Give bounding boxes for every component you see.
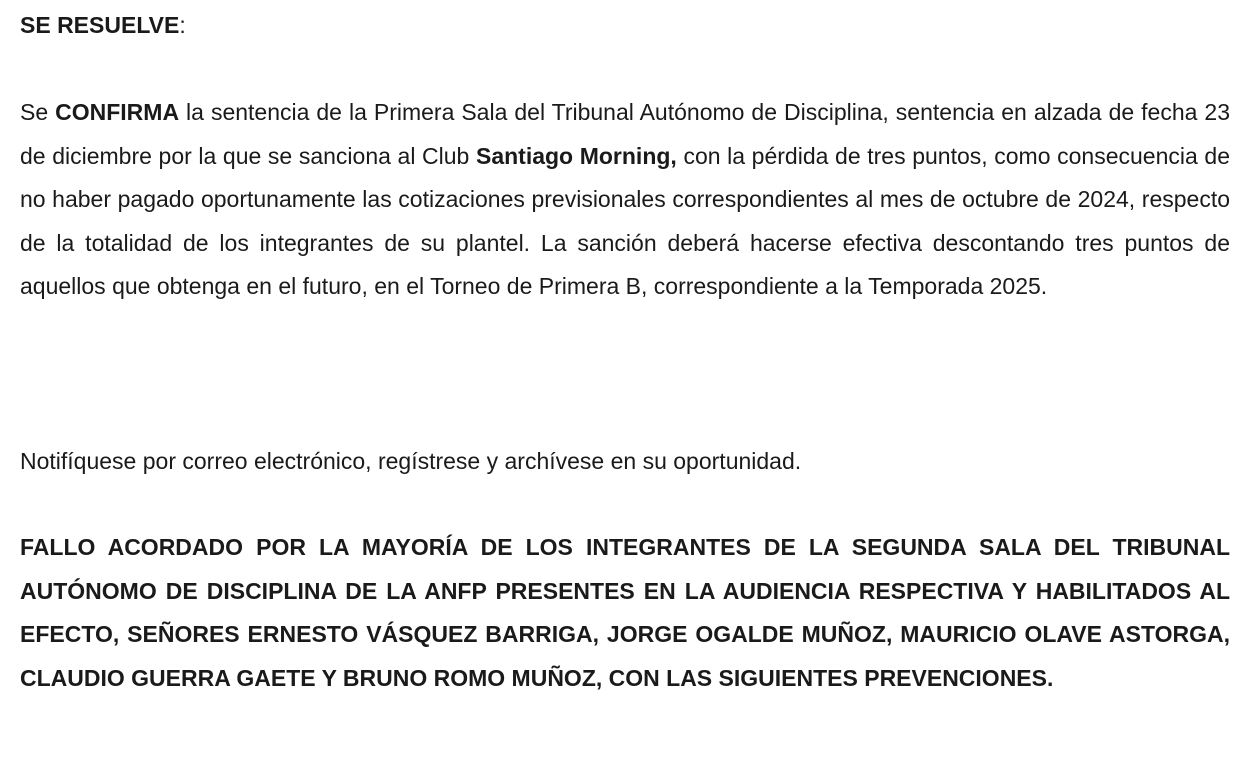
resolution-text-1: Se	[20, 99, 56, 125]
heading-colon: :	[179, 12, 186, 38]
resolution-text-2: la sentencia de la Primera Sala del Tribunal Autónomo de Disciplina, sentencia en alzada de fecha 23 de diciembre por la que se sanciona al Club	[20, 99, 1230, 169]
ruling-paragraph: FALLO ACORDADO POR LA MAYORÍA DE LOS INTEGRANTES DE LA SEGUNDA SALA DEL TRIBUNAL AUTÓNOMO DE DISCIPLINA DE LA ANFP PRESENTES EN LA AUDIENCIA RESPECTIVA Y HABILITADOS AL EFECTO, SEÑORES ERNESTO VÁSQUEZ BARRIGA, JORGE OGALDE MUÑOZ, MAURICIO OLAVE ASTORGA, CLAUDIO GUERRA GAETE Y BRUNO ROMO MUÑOZ, CON LAS SIGUIENTES PREVENCIONES.	[20, 534, 1230, 691]
section-heading	[20, 10, 186, 40]
heading-label: SE RESUELVE	[20, 12, 180, 38]
notification-paragraph: Notifíquese por correo electrónico, regístrese y archívese en su oportunidad.	[20, 448, 802, 474]
resolution-text-3: con la pérdida de tres puntos, como consecuencia de no haber pagado oportunamente las cotizaciones previsionales correspondientes al mes de octubre de 2024, respecto de la totalidad de los integrantes de su plantel. La sanción deberá hacerse efectiva descontando tres puntos de aquellos que obtenga en el futuro, en el Torneo de Primera B, correspondiente a la Temporada 2025.	[20, 142, 1230, 299]
club-name: Santiago Morning,	[475, 142, 677, 169]
confirma-keyword: CONFIRMA	[55, 99, 180, 125]
resolution-paragraph	[20, 91, 1230, 309]
